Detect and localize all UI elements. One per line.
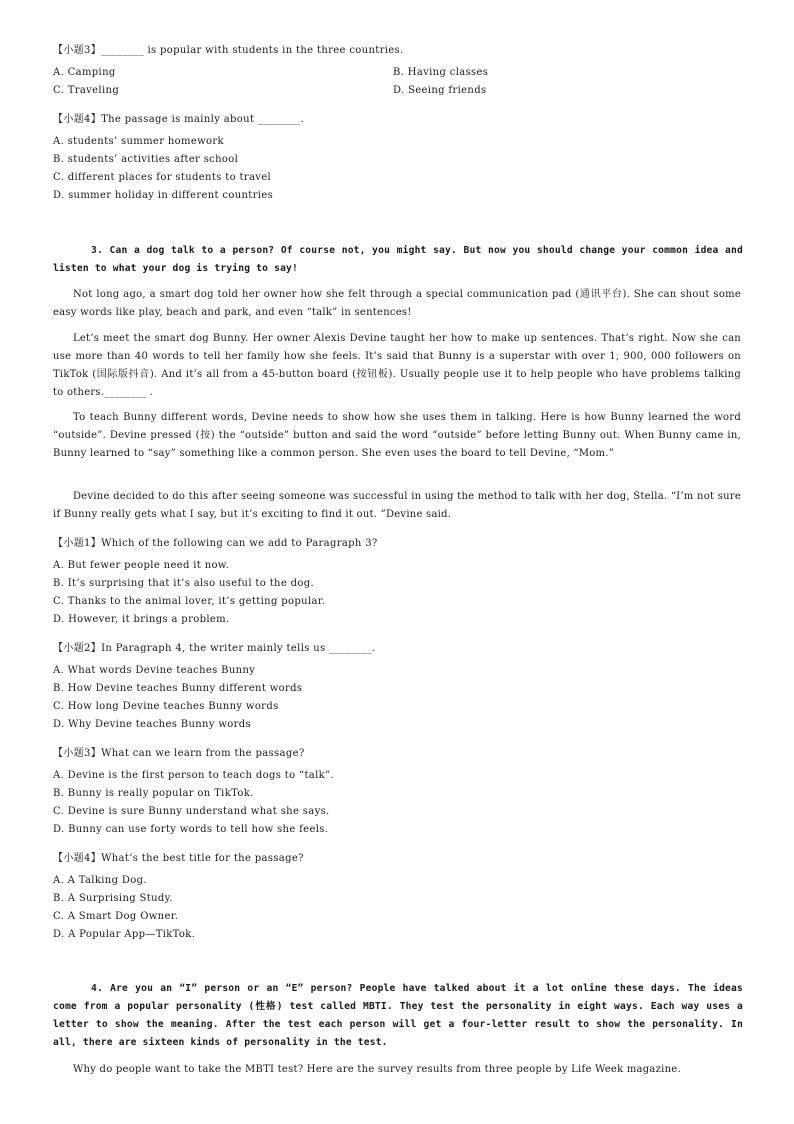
option-c[interactable]: C. Devine is sure Bunny understand what she says. xyxy=(53,806,330,817)
option-d[interactable]: D. However, it brings a problem. xyxy=(53,614,230,625)
option-a[interactable]: A. students’ summer homework xyxy=(53,136,224,147)
passage-heading: 4. Are you an “I” person or an “E” person? People have talked about it a lot online these days. The ideas come from a popular personality (性格) test called MBTI. They test the personality in eight ways. Each way uses a letter to show the meaning. After the test each person will get a four-letter result to show the personality. In all, there are sixteen kinds of personality in the test. xyxy=(53,983,743,1048)
option-b[interactable]: B. It’s surprising that it’s also useful to the dog. xyxy=(53,578,315,589)
passage-paragraph: Why do people want to take the MBTI test? Here are the survey results from three people by Life Week magazine. xyxy=(73,1064,681,1075)
option-a[interactable]: A. Camping xyxy=(53,67,116,78)
option-a[interactable]: A. Devine is the first person to teach dogs to “talk”. xyxy=(53,770,335,781)
passage-paragraph: To teach Bunny different words, Devine needs to show how she uses them in talking. Here is how Bunny learned the word “outside”. Devine pressed (按) the “outside” button and said the word “outside” before letting Bunny out. When Bunny came in, Bunny learned to “say” something like a common person. She even uses the board to tell Devine, “Mom.” xyxy=(53,412,741,459)
option-c[interactable]: C. How long Devine teaches Bunny words xyxy=(53,701,279,712)
passage-paragraph: Let’s meet the smart dog Bunny. Her owner Alexis Devine taught her how to make up sentences. That’s right. Now she can use more than 40 words to tell her family how she feels. It’s said that Bunny is a superstar with over 1, 900, 000 followers on TikTok (国际版抖音). And it’s all from a 45-button board (按钮板). Usually people use it to help people who have problems talking to others.________ . xyxy=(53,333,741,398)
option-c[interactable]: C. Traveling xyxy=(53,85,120,96)
option-d[interactable]: D. Why Devine teaches Bunny words xyxy=(53,719,251,730)
option-b[interactable]: B. Having classes xyxy=(393,67,489,78)
option-a[interactable]: A. But fewer people need it now. xyxy=(53,560,230,571)
option-b[interactable]: B. students’ activities after school xyxy=(53,154,239,165)
option-a[interactable]: A. A Talking Dog. xyxy=(53,875,147,886)
option-c[interactable]: C. Thanks to the animal lover, it’s getting popular. xyxy=(53,596,326,607)
question-stem: 【小题2】In Paragraph 4, the writer mainly tells us ________. xyxy=(53,643,376,654)
question-stem: 【小题3】________ is popular with students in the three countries. xyxy=(53,45,404,56)
passage-paragraph: Devine decided to do this after seeing someone was successful in using the method to talk with her dog, Stella. “I’m not sure if Bunny really gets what I say, but it’s exciting to find it out. ”Devine said. xyxy=(53,491,741,520)
passage-heading: 3. Can a dog talk to a person? Of course not, you might say. But now you should change your common idea and listen to what your dog is trying to say! xyxy=(53,245,743,274)
question-stem: 【小题4】The passage is mainly about ________. xyxy=(53,114,305,125)
option-b[interactable]: B. Bunny is really popular on TikTok. xyxy=(53,788,254,799)
option-d[interactable]: D. Bunny can use forty words to tell how she feels. xyxy=(53,824,329,835)
option-c[interactable]: C. A Smart Dog Owner. xyxy=(53,911,179,922)
option-d[interactable]: D. A Popular App—TikTok. xyxy=(53,929,196,940)
option-a[interactable]: A. What words Devine teaches Bunny xyxy=(53,665,256,676)
passage-paragraph: Not long ago, a smart dog told her owner how she felt through a special communication pad (通讯平台). She can shout some easy words like play, beach and park, and even “talk” in sentences! xyxy=(53,289,741,318)
question-stem: 【小题4】What’s the best title for the passage? xyxy=(53,853,304,864)
option-b[interactable]: B. How Devine teaches Bunny different words xyxy=(53,683,303,694)
option-b[interactable]: B. A Surprising Study. xyxy=(53,893,173,904)
question-stem: 【小题3】What can we learn from the passage? xyxy=(53,748,305,759)
option-d[interactable]: D. summer holiday in different countries xyxy=(53,190,274,201)
option-d[interactable]: D. Seeing friends xyxy=(393,85,487,96)
question-stem: 【小题1】Which of the following can we add to Paragraph 3? xyxy=(53,538,378,549)
option-c[interactable]: C. different places for students to travel xyxy=(53,172,272,183)
